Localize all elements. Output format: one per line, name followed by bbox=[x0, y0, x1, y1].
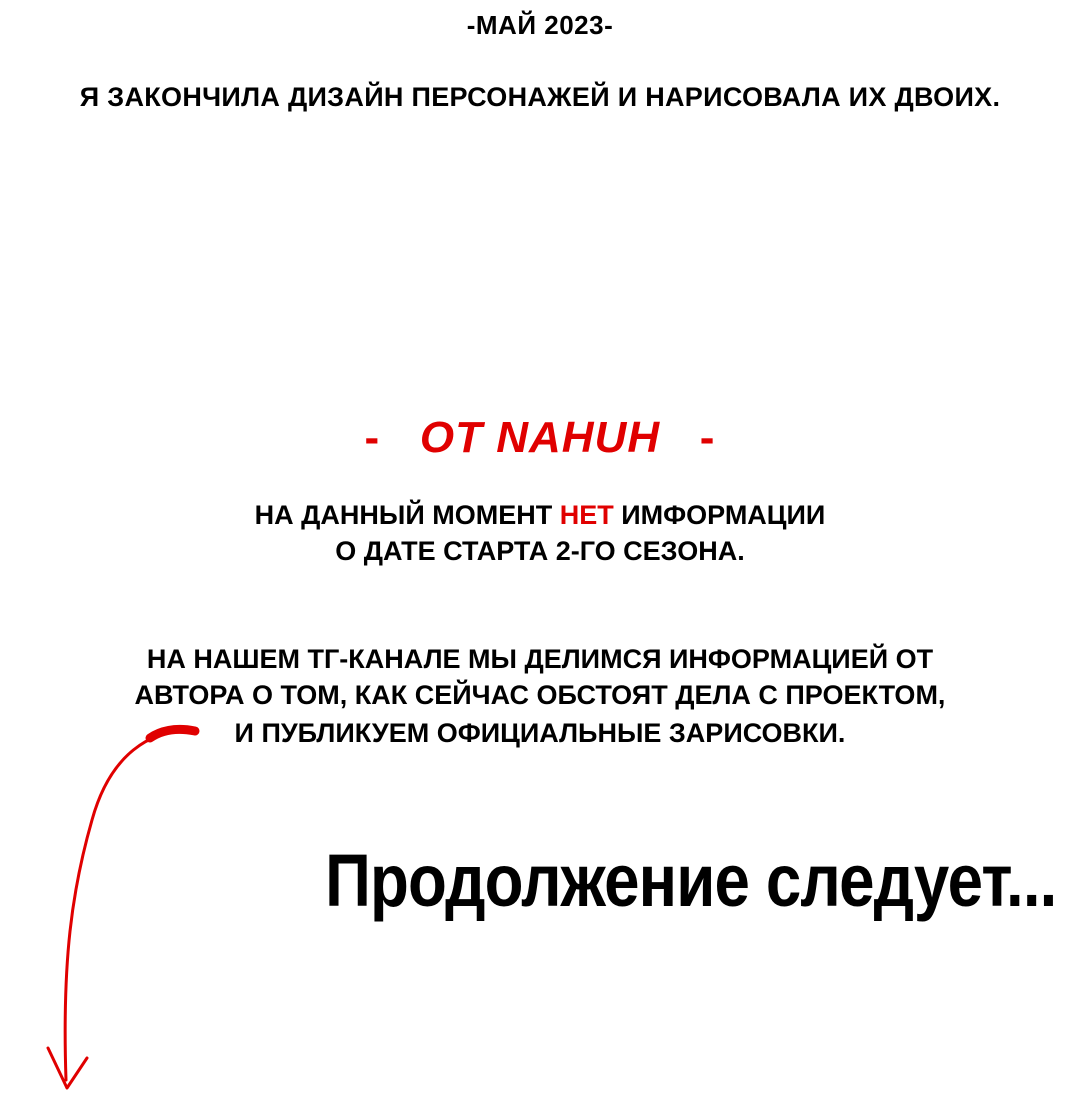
info-line-1-after: ИМФОРМАЦИИ bbox=[613, 500, 826, 530]
date-label: -МАЙ 2023- bbox=[466, 10, 614, 40]
continue-text: Продолжение следует... bbox=[324, 839, 1056, 922]
from-title: ОТ NAHUH bbox=[419, 413, 661, 462]
intro-text: Я ЗАКОНЧИЛА ДИЗАЙН ПЕРСОНАЖЕЙ И НАРИСОВАЛА ИХ ДВОИХ. bbox=[79, 82, 1001, 112]
tg-line-1: НА НАШЕМ ТГ-КАНАЛЕ МЫ ДЕЛИМСЯ ИНФОРМАЦИЕЙ ОТ bbox=[146, 644, 934, 674]
info-line-2: О ДАТЕ СТАРТА 2-ГО СЕЗОНА. bbox=[335, 536, 745, 566]
title-dash-left: - bbox=[364, 413, 381, 462]
info-line-1-before: НА ДАННЫЙ МОМЕНТ bbox=[254, 500, 560, 530]
tg-line-2: АВТОРА О ТОМ, КАК СЕЙЧАС ОБСТОЯТ ДЕЛА С ПРОЕКТОМ, bbox=[134, 680, 946, 710]
tg-line-3: И ПУБЛИКУЕМ ОФИЦИАЛЬНЫЕ ЗАРИСОВКИ. bbox=[234, 718, 846, 748]
title-dash-right: - bbox=[699, 413, 716, 462]
info-highlight: НЕТ bbox=[559, 500, 614, 530]
